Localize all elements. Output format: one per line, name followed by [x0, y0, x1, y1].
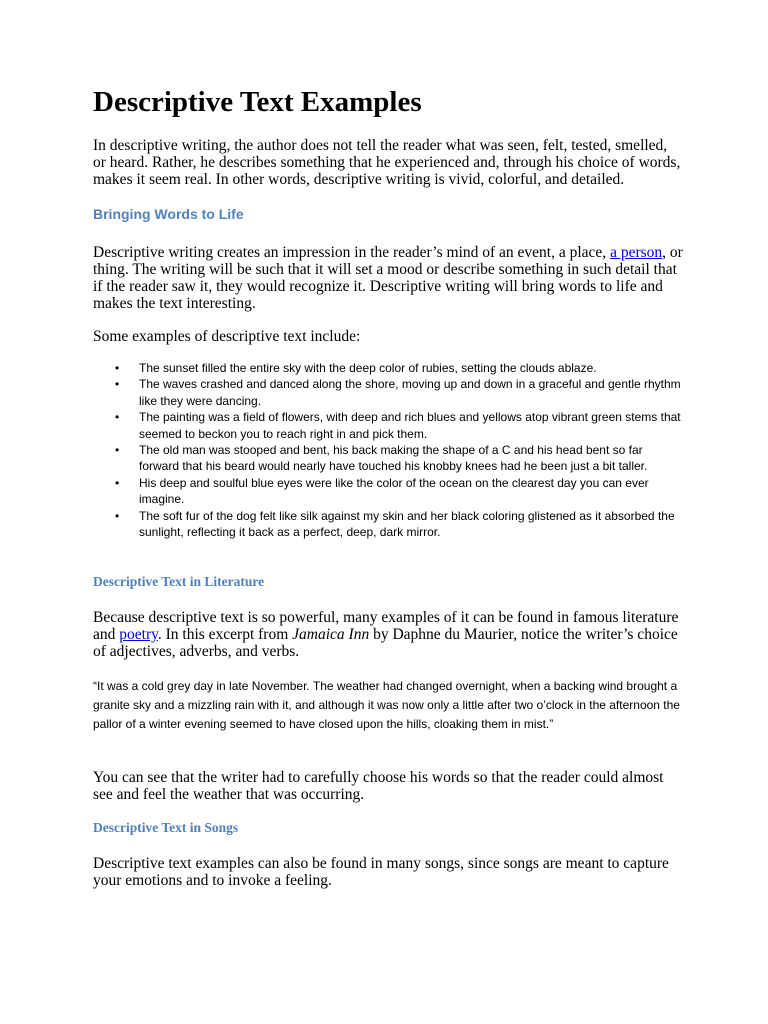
paragraph-text: . In this excerpt from — [157, 626, 293, 643]
paragraph-text: Descriptive writing creates an impression in the reader’s mind of an event, a place, — [93, 244, 611, 261]
paragraph-text: , or thing. The writing will be such that it will set a mood or describe something in such detail that if the reader saw it, they would recognize it. Descriptive writing will bring words to life and makes the text interesting. — [93, 244, 683, 312]
section-heading-songs: Descriptive Text in Songs — [93, 820, 239, 835]
examples-list — [93, 360, 683, 540]
paragraph-text: by Daphne du Maurier, notice the writer’s choice of adjectives, adverbs, and verbs. — [93, 626, 678, 660]
poetry-link[interactable]: poetry — [119, 626, 158, 643]
example-item: • The waves crashed and danced along the shore, moving up and down in a graceful and gentle rhythm like they were dancing. — [93, 376, 683, 409]
example-item: • The soft fur of the dog felt like silk against my skin and her black coloring glistened as it absorbed the sunlight, reflecting it back as a perfect, deep, dark mirror. — [93, 508, 683, 541]
after-quote-paragraph: You can see that the writer had to carefully choose his words so that the reader could almost see and feel the weather that was occurring. — [93, 769, 664, 803]
book-title: Jamaica Inn — [292, 626, 370, 643]
paragraph-text: Because descriptive text is so powerful, many examples of it can be found in famous literature and — [93, 609, 679, 643]
jamaica-inn-quote: “It was a cold grey day in late November. The weather had changed overnight, when a backing wind brought a granite sky and a mizzling rain with it, and although it was now only a little after two o’clock in the afternoon the pallor of a winter evening seemed to have closed upon the hills, cloaking them in mist.” — [93, 679, 680, 731]
example-item: • The old man was stooped and bent, his back making the shape of a C and his head bent so far forward that his beard would nearly have touched his knobby knees had he been just a bit taller. — [93, 442, 683, 475]
a-person-link[interactable]: a person — [610, 244, 663, 261]
literature-paragraph — [93, 609, 683, 660]
example-item: • His deep and soulful blue eyes were like the color of the ocean on the clearest day you can ever imagine. — [93, 475, 683, 508]
page-title: Descriptive Text Examples — [93, 86, 422, 118]
examples-intro: Some examples of descriptive text include: — [93, 328, 361, 345]
section-heading-bringing-words: Bringing Words to Life — [93, 206, 244, 222]
songs-paragraph: Descriptive text examples can also be found in many songs, since songs are meant to capture your emotions and to invoke a feeling. — [93, 855, 669, 889]
bringing-words-paragraph — [93, 244, 683, 312]
section-heading-literature: Descriptive Text in Literature — [93, 574, 265, 589]
example-item: • The painting was a field of flowers, with deep and rich blues and yellows atop vibrant green stems that seemed to beckon you to reach right in and pick them. — [93, 409, 683, 442]
example-item: • The sunset filled the entire sky with the deep color of rubies, setting the clouds ablaze. — [93, 360, 683, 376]
intro-paragraph: In descriptive writing, the author does not tell the reader what was seen, felt, tested, smelled, or heard. Rather, he describes something that he experienced and, through his choice of words, makes it seem real. In other words, descriptive writing is vivid, colorful, and detailed. — [93, 137, 681, 188]
